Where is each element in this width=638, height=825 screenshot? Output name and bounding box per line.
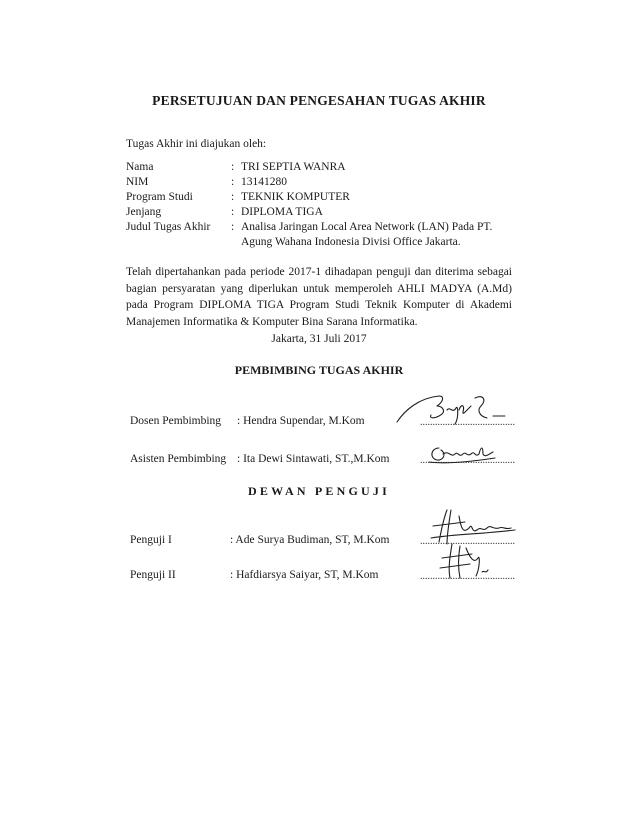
identity-value-nim: 13141280 — [241, 176, 287, 188]
identity-value-jenjang: DIPLOMA TIGA — [241, 206, 323, 218]
intro-text: Tugas Akhir ini diajukan oleh: — [126, 138, 267, 150]
pembimbing-role-asisten: Asisten Pembimbing — [130, 453, 227, 465]
identity-colon: : — [231, 206, 235, 218]
signature-line: ...................................... — [420, 536, 515, 547]
identity-label-judul: Judul Tugas Akhir — [126, 221, 211, 233]
signature-hendra — [395, 388, 515, 430]
identity-colon: : — [231, 161, 235, 173]
identity-value-judul-line1: Analisa Jaringan Local Area Network (LAN) Pada PT. — [241, 221, 493, 233]
penguji-role-2: Penguji II — [130, 569, 176, 581]
identity-colon: : — [231, 176, 235, 188]
identity-colon: : — [231, 191, 235, 203]
penguji-name-1: : Ade Surya Budiman, ST, M.Kom — [230, 534, 390, 546]
identity-colon: : — [231, 221, 235, 233]
signature-hafdiarsya — [430, 540, 510, 582]
pembimbing-name-dosen: : Hendra Supendar, M.Kom — [237, 415, 365, 427]
identity-label-program-studi: Program Studi — [126, 191, 193, 203]
penguji-role-1: Penguji I — [130, 534, 172, 546]
pembimbing-name-asisten: : Ita Dewi Sintawati, ST.,M.Kom — [237, 453, 390, 465]
signature-line: ...................................... — [420, 455, 515, 466]
signature-ita — [425, 440, 505, 470]
pembimbing-heading: PEMBIMBING TUGAS AKHIR — [234, 363, 404, 377]
approval-paragraph: Telah dipertahankan pada periode 2017-1 dihadapan penguji dan diterima sebagai bagian persyaratan yang diperlukan untuk memperoleh AHLI MADYA (A.Md) pada Program DIPLOMA TIGA Program Studi Teknik Komputer di Akademi Manajemen Informatika & Komputer Bina Sarana Informatika. — [126, 266, 512, 328]
identity-value-judul-line2: Agung Wahana Indonesia Divisi Office Jakarta. — [241, 236, 461, 248]
penguji-name-2: : Hafdiarsya Saiyar, ST, M.Kom — [230, 569, 379, 581]
identity-label-jenjang: Jenjang — [126, 206, 162, 218]
penguji-heading: DEWAN PENGUJI — [248, 484, 390, 498]
signature-line: ...................................... — [420, 417, 515, 428]
identity-value-nama: TRI SEPTIA WANRA — [241, 161, 346, 173]
identity-label-nama: Nama — [126, 161, 154, 173]
signature-line: ...................................... — [420, 571, 515, 582]
document-title: PERSETUJUAN DAN PENGESAHAN TUGAS AKHIR — [152, 93, 486, 108]
place-date: Jakarta, 31 Juli 2017 — [271, 333, 367, 345]
identity-value-program-studi: TEKNIK KOMPUTER — [241, 191, 350, 203]
identity-label-nim: NIM — [126, 176, 149, 188]
pembimbing-role-dosen: Dosen Pembimbing — [130, 415, 222, 427]
